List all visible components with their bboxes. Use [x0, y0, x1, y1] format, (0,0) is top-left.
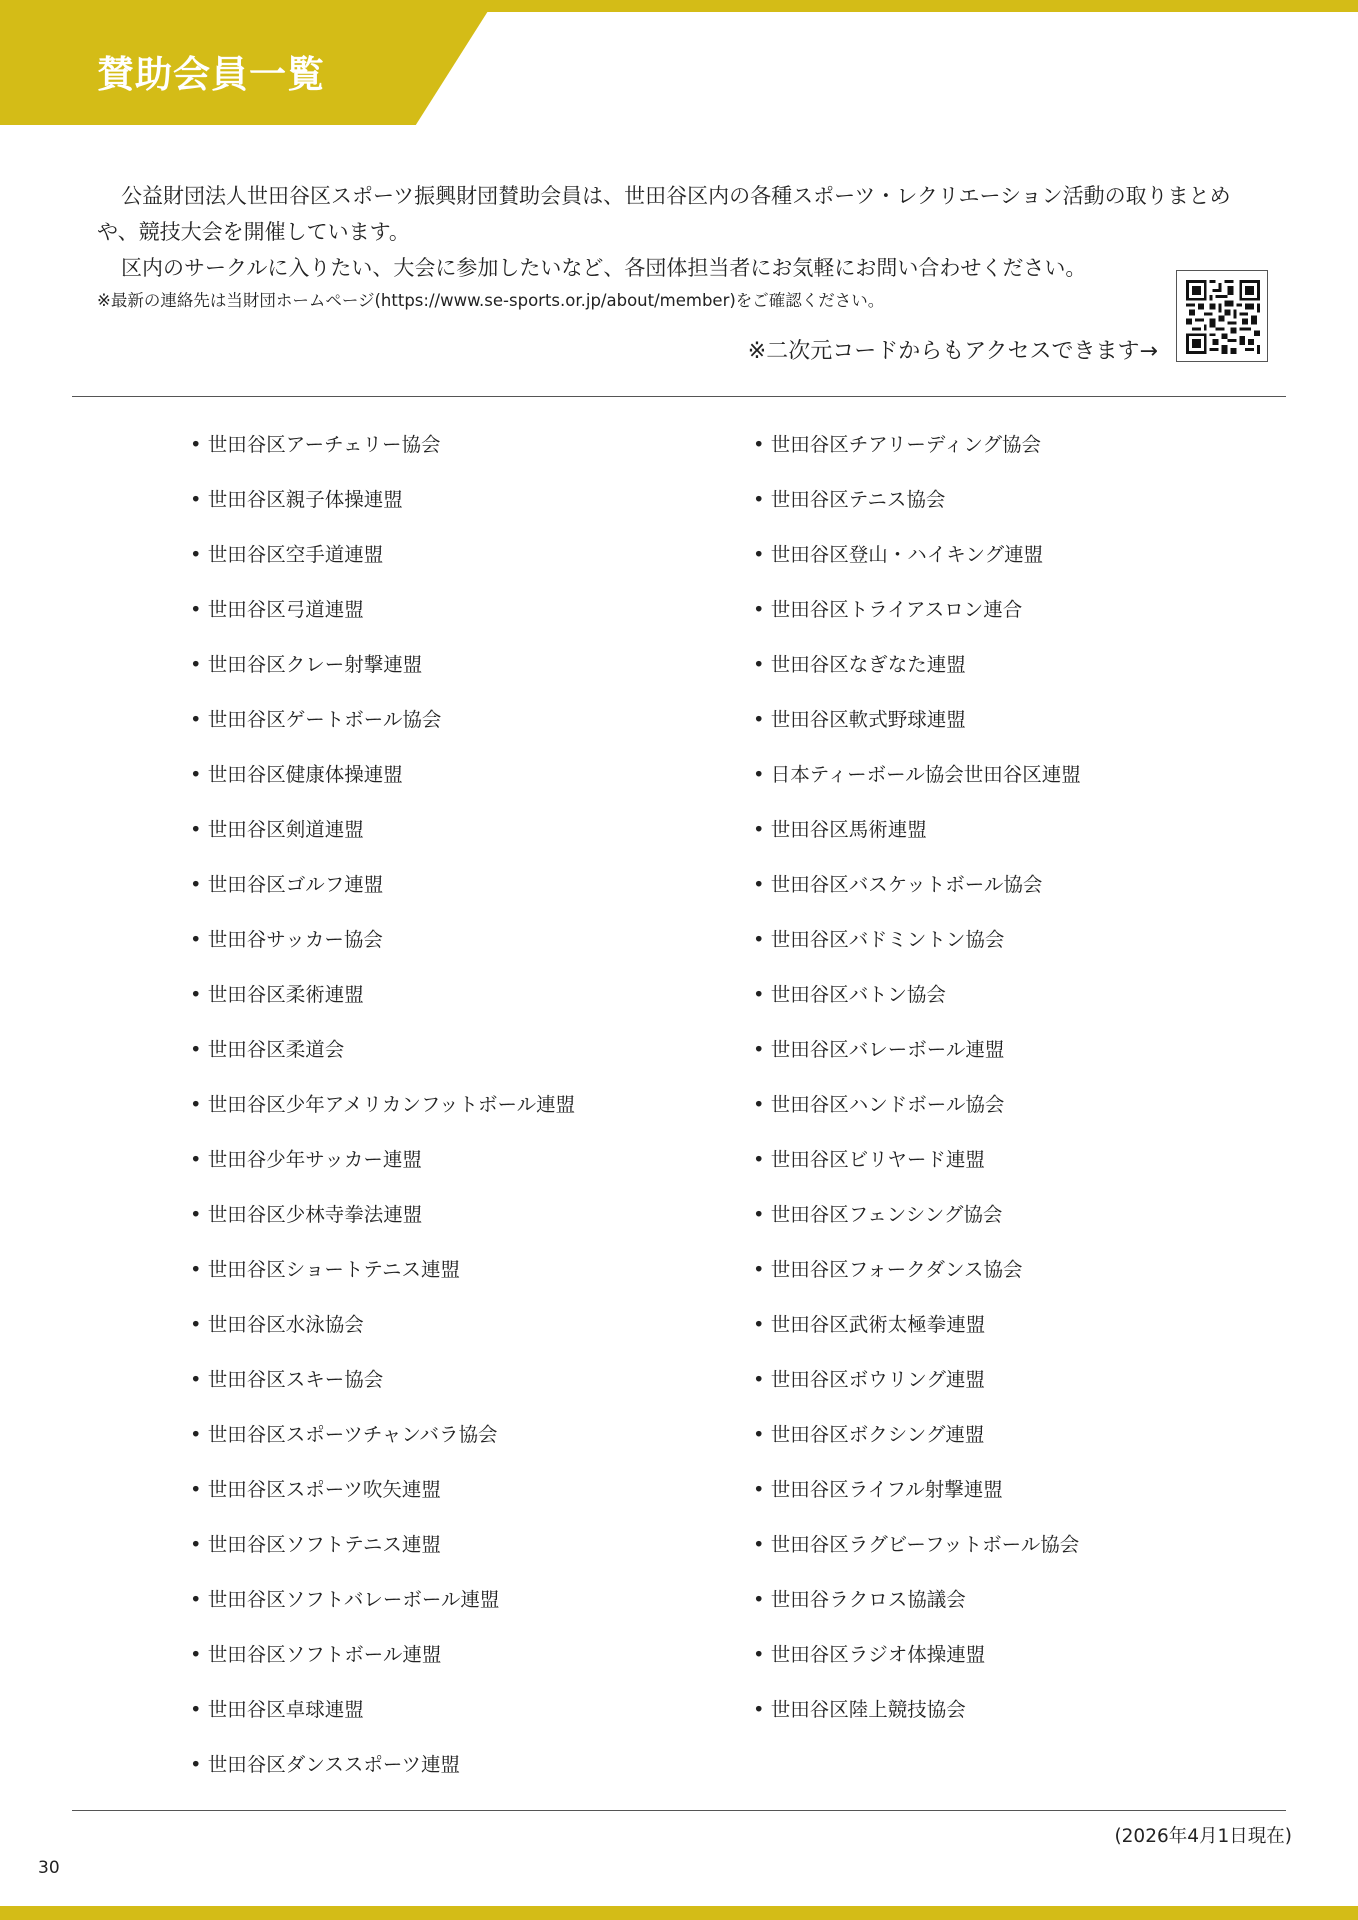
member-item: • 世田谷区バドミントン協会 — [753, 918, 1081, 973]
member-item: • 世田谷区ラグビーフットボール協会 — [753, 1523, 1081, 1578]
member-item: • 世田谷区登山・ハイキング連盟 — [753, 533, 1081, 588]
member-item: • 世田谷区ソフトボール連盟 — [190, 1633, 575, 1688]
member-item: • 世田谷区トライアスロン連合 — [753, 588, 1081, 643]
member-item: • 世田谷区弓道連盟 — [190, 588, 575, 643]
page-number: 30 — [38, 1858, 60, 1878]
member-item: • 世田谷区ダンススポーツ連盟 — [190, 1743, 575, 1798]
qr-code-icon — [1186, 280, 1260, 354]
member-item: • 世田谷区なぎなた連盟 — [753, 643, 1081, 698]
member-item: • 世田谷区ソフトバレーボール連盟 — [190, 1578, 575, 1633]
member-item: • 世田谷区バトン協会 — [753, 973, 1081, 1028]
member-item: • 世田谷区ハンドボール協会 — [753, 1083, 1081, 1138]
member-item: • 世田谷サッカー協会 — [190, 918, 575, 973]
member-item: • 世田谷区スキー協会 — [190, 1358, 575, 1413]
member-item: • 日本ティーボール協会世田谷区連盟 — [753, 753, 1081, 808]
member-item: • 世田谷区健康体操連盟 — [190, 753, 575, 808]
member-item: • 世田谷区少年アメリカンフットボール連盟 — [190, 1083, 575, 1138]
member-item: • 世田谷区ゴルフ連盟 — [190, 863, 575, 918]
member-item: • 世田谷区アーチェリー協会 — [190, 423, 575, 478]
member-item: • 世田谷区卓球連盟 — [190, 1688, 575, 1743]
member-list-left — [190, 423, 575, 1798]
homepage-note: ※最新の連絡先は当財団ホームページ(https://www.se-sports.or.jp/about/member)をご確認ください。 — [97, 291, 885, 310]
member-item: • 世田谷区柔道会 — [190, 1028, 575, 1083]
member-item: • 世田谷区チアリーディング協会 — [753, 423, 1081, 478]
as-of-date: (2026年4月1日現在) — [1114, 1826, 1292, 1847]
member-item: • 世田谷区水泳協会 — [190, 1303, 575, 1358]
qr-caption: ※二次元コードからもアクセスできます→ — [747, 339, 1158, 364]
top-divider — [72, 396, 1286, 397]
bottom-divider — [72, 1810, 1286, 1811]
member-item: • 世田谷区ライフル射撃連盟 — [753, 1468, 1081, 1523]
member-item: • 世田谷区スポーツ吹矢連盟 — [190, 1468, 575, 1523]
intro-paragraph-2: 区内のサークルに入りたい、大会に参加したいなど、各団体担当者にお気軽にお問い合わせください。 — [121, 256, 1087, 280]
member-item: • 世田谷区親子体操連盟 — [190, 478, 575, 533]
member-item: • 世田谷区スポーツチャンバラ協会 — [190, 1413, 575, 1468]
qr-code[interactable] — [1176, 270, 1268, 362]
page-title: 賛助会員一覧 — [97, 53, 325, 96]
member-item: • 世田谷区武術太極拳連盟 — [753, 1303, 1081, 1358]
member-item: • 世田谷区ショートテニス連盟 — [190, 1248, 575, 1303]
bottom-accent-band — [0, 1906, 1358, 1920]
member-item: • 世田谷区ビリヤード連盟 — [753, 1138, 1081, 1193]
member-item: • 世田谷区クレー射撃連盟 — [190, 643, 575, 698]
member-item: • 世田谷区陸上競技協会 — [753, 1688, 1081, 1743]
member-item: • 世田谷区剣道連盟 — [190, 808, 575, 863]
member-item: • 世田谷区バスケットボール協会 — [753, 863, 1081, 918]
member-item: • 世田谷区軟式野球連盟 — [753, 698, 1081, 753]
member-item: • 世田谷区少林寺拳法連盟 — [190, 1193, 575, 1248]
member-item: • 世田谷区バレーボール連盟 — [753, 1028, 1081, 1083]
member-item: • 世田谷ラクロス協議会 — [753, 1578, 1081, 1633]
member-item: • 世田谷少年サッカー連盟 — [190, 1138, 575, 1193]
member-item: • 世田谷区フェンシング協会 — [753, 1193, 1081, 1248]
member-list-right — [753, 423, 1081, 1743]
intro-text — [97, 178, 1272, 286]
member-item: • 世田谷区フォークダンス協会 — [753, 1248, 1081, 1303]
member-item: • 世田谷区テニス協会 — [753, 478, 1081, 533]
member-item: • 世田谷区ラジオ体操連盟 — [753, 1633, 1081, 1688]
member-item: • 世田谷区ゲートボール協会 — [190, 698, 575, 753]
intro-paragraph-1: 公益財団法人世田谷区スポーツ振興財団賛助会員は、世田谷区内の各種スポーツ・レクリエーション活動の取りまとめや、競技大会を開催しています。 — [97, 184, 1231, 244]
member-item: • 世田谷区ボクシング連盟 — [753, 1413, 1081, 1468]
member-item: • 世田谷区柔術連盟 — [190, 973, 575, 1028]
member-item: • 世田谷区馬術連盟 — [753, 808, 1081, 863]
member-item: • 世田谷区ボウリング連盟 — [753, 1358, 1081, 1413]
member-item: • 世田谷区空手道連盟 — [190, 533, 575, 588]
member-item: • 世田谷区ソフトテニス連盟 — [190, 1523, 575, 1578]
